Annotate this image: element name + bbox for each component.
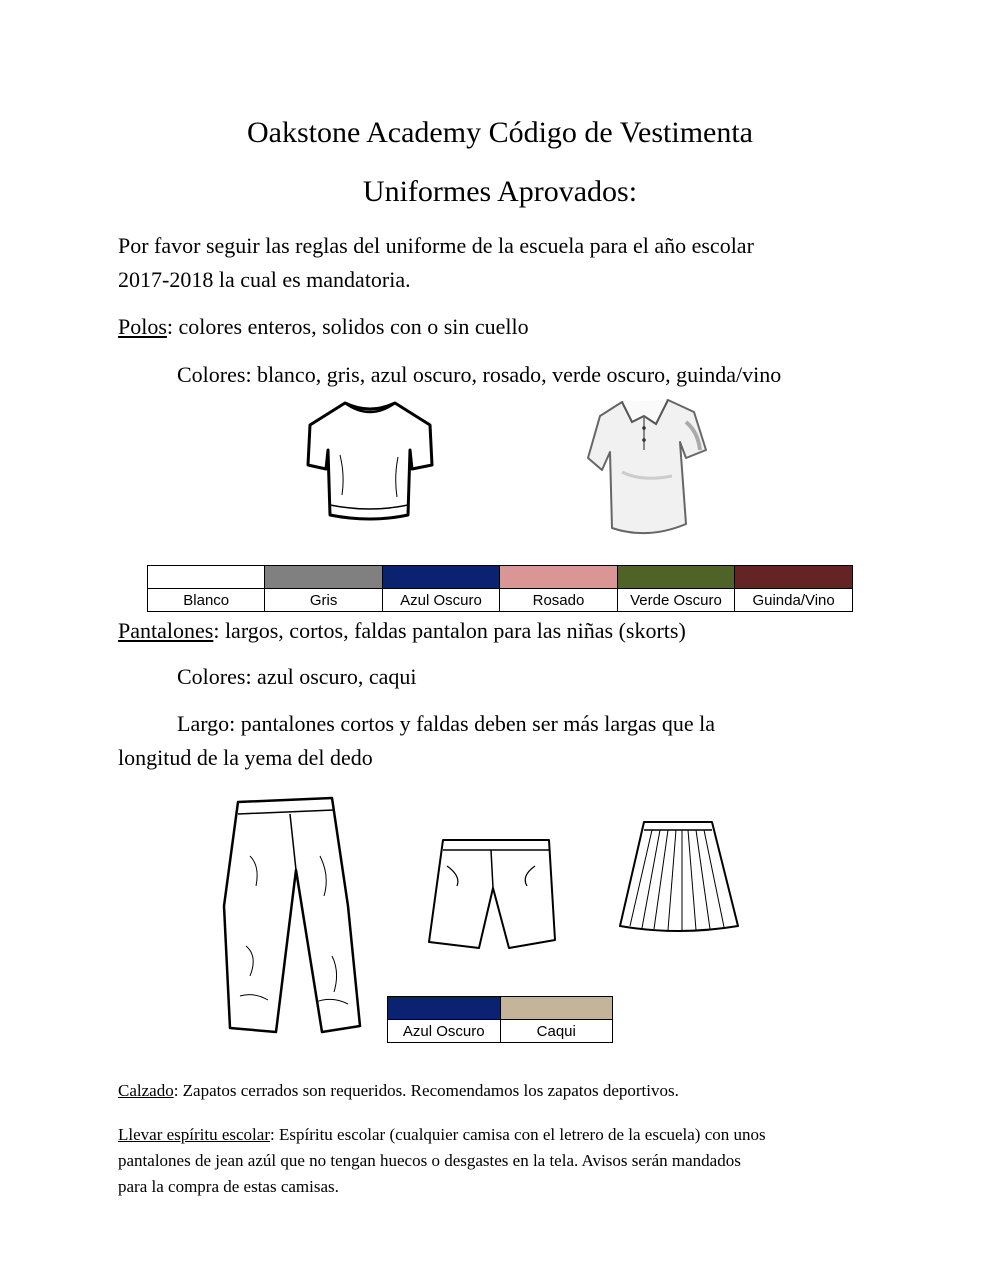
largo-paragraph (118, 707, 715, 775)
calzado-text: : Zapatos cerrados son requeridos. Recomendamos los zapatos deportivos. (173, 1081, 679, 1100)
shorts-image (423, 836, 559, 952)
swatch-label: Caqui (500, 1020, 612, 1043)
pantalones-text: : largos, cortos, faldas pantalon para las niñas (skorts) (213, 618, 686, 643)
espiritu-line-1: : Espíritu escolar (cualquier camisa con el letrero de la escuela) con unos (270, 1125, 766, 1144)
calzado-line (118, 1078, 679, 1104)
polo-color-table (147, 565, 853, 612)
swatch-azul-oscuro (388, 997, 501, 1020)
long-pants-image (220, 796, 370, 1036)
pantalones-colors-line: Colores: azul oscuro, caqui (177, 664, 417, 689)
skirt-image (616, 818, 740, 936)
espiritu-label: Llevar espíritu escolar (118, 1125, 270, 1144)
polos-text: : colores enteros, solidos con o sin cuello (166, 314, 529, 339)
swatch-label: Guinda/Vino (735, 589, 853, 612)
swatch-blanco (148, 566, 265, 589)
swatch-label: Azul Oscuro (388, 1020, 501, 1043)
polo-shirt-image (582, 392, 714, 542)
swatch-azul-oscuro (382, 566, 499, 589)
swatch-label: Blanco (148, 589, 265, 612)
swatch-rosado (500, 566, 618, 589)
swatch-label: Gris (265, 589, 382, 612)
polos-colors-line: Colores: blanco, gris, azul oscuro, rosado, verde oscuro, guinda/vino (177, 362, 782, 387)
swatch-guinda-vino (735, 566, 853, 589)
swatch-gris (265, 566, 382, 589)
espiritu-line-3: para la compra de estas camisas. (118, 1177, 339, 1196)
pantalones-label: Pantalones (118, 618, 214, 643)
page-subtitle: Uniformes Aprovados: (362, 175, 638, 208)
intro-paragraph (118, 229, 754, 297)
espiritu-paragraph (118, 1122, 766, 1200)
pantalones-line (118, 614, 686, 648)
swatch-caqui (500, 997, 612, 1020)
espiritu-line-2: pantalones de jean azúl que no tengan huecos o desgastes en la tela. Avisos serán mandados (118, 1151, 741, 1170)
calzado-label: Calzado (118, 1081, 174, 1100)
pants-color-table (387, 996, 613, 1043)
intro-line-1: Por favor seguir las reglas del uniforme de la escuela para el año escolar (118, 233, 754, 258)
polos-line (118, 310, 529, 344)
swatch-label: Verde Oscuro (617, 589, 734, 612)
tshirt-image (300, 395, 440, 527)
swatch-label: Azul Oscuro (382, 589, 499, 612)
page-title: Oakstone Academy Código de Vestimenta (246, 116, 753, 149)
largo-line-2: longitud de la yema del dedo (118, 745, 373, 770)
polos-label: Polos (118, 314, 167, 339)
swatch-label: Rosado (500, 589, 618, 612)
largo-line-1: Largo: pantalones cortos y faldas deben ser más largas que la (177, 711, 716, 736)
swatch-verde-oscuro (617, 566, 734, 589)
intro-line-2: 2017-2018 la cual es mandatoria. (118, 267, 411, 292)
